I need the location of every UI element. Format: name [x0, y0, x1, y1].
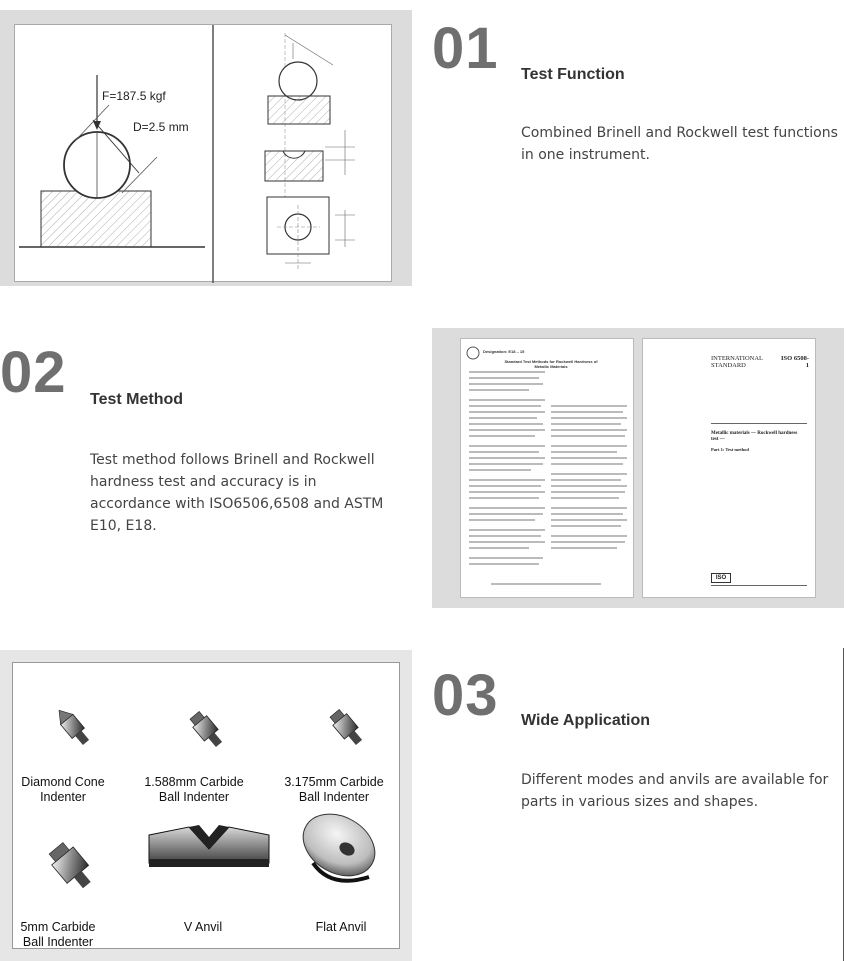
tool-label: Diamond Cone Indenter [21, 775, 105, 804]
feature-title: Test Method [90, 391, 184, 408]
tools-frame [12, 662, 400, 949]
feature-number: 01 [432, 16, 499, 81]
document-designation: Designation: E18 – 15 [483, 349, 525, 354]
iso-logo: ISO [711, 573, 731, 583]
diamond-cone-indenter-icon [53, 705, 92, 747]
feature-description: Test method follows Brinell and Rockwell hardness test and accuracy is in accordance with ISO6506,6508 and ASTM E10, E18. [90, 452, 384, 534]
diameter-label: D=2.5 mm [133, 120, 189, 134]
v-anvil-icon [149, 825, 269, 867]
feature-title: Wide Application [521, 712, 651, 729]
tool-label: 3.175mm Carbide Ball Indenter [284, 775, 384, 804]
document-header-left: INTERNATIONAL STANDARD [711, 355, 763, 369]
tool-label: 5mm Carbide Ball Indenter [20, 920, 96, 949]
document-part: Part 1: Test method [711, 447, 749, 452]
ball-indenter-3175-icon [328, 708, 366, 749]
standards-documents-image [432, 328, 844, 608]
feature-description: Different modes and anvils are available for parts in various sizes and shapes. [521, 772, 829, 810]
tool-label: V Anvil [183, 920, 223, 934]
feature-number: 02 [0, 340, 67, 405]
feature-number: 03 [432, 663, 499, 728]
feature-title: Test Function [521, 66, 625, 83]
document-divider [711, 423, 807, 424]
astm-document-page [460, 338, 634, 598]
tool-label: 1.588mm Carbide Ball Indenter [144, 775, 244, 804]
ball-indenter-5mm-icon [45, 839, 97, 894]
iso-document-page [642, 338, 816, 598]
tool-label: Flat Anvil [315, 920, 367, 934]
document-header-right: ISO 6508-1 [781, 355, 809, 369]
document-text-lines [461, 339, 633, 597]
flat-anvil-icon [292, 802, 386, 888]
indenters-anvils-image [0, 650, 412, 961]
page-edge-divider [843, 648, 844, 961]
ball-indenter-1588-icon [188, 710, 226, 751]
document-title: Standard Test Methods for Rockwell Hardness of Metallic Materials [504, 359, 598, 369]
brinell-test-diagram [15, 25, 393, 283]
feature-description: Combined Brinell and Rockwell test functions in one instrument. [521, 125, 838, 163]
diagram-frame [14, 24, 392, 282]
document-title: Metallic materials — Rockwell hardness test — [711, 431, 798, 442]
tools-illustrations [13, 663, 401, 950]
brinell-diagram-image [0, 10, 412, 286]
force-label: F=187.5 kgf [102, 89, 166, 103]
document-divider [711, 585, 807, 586]
